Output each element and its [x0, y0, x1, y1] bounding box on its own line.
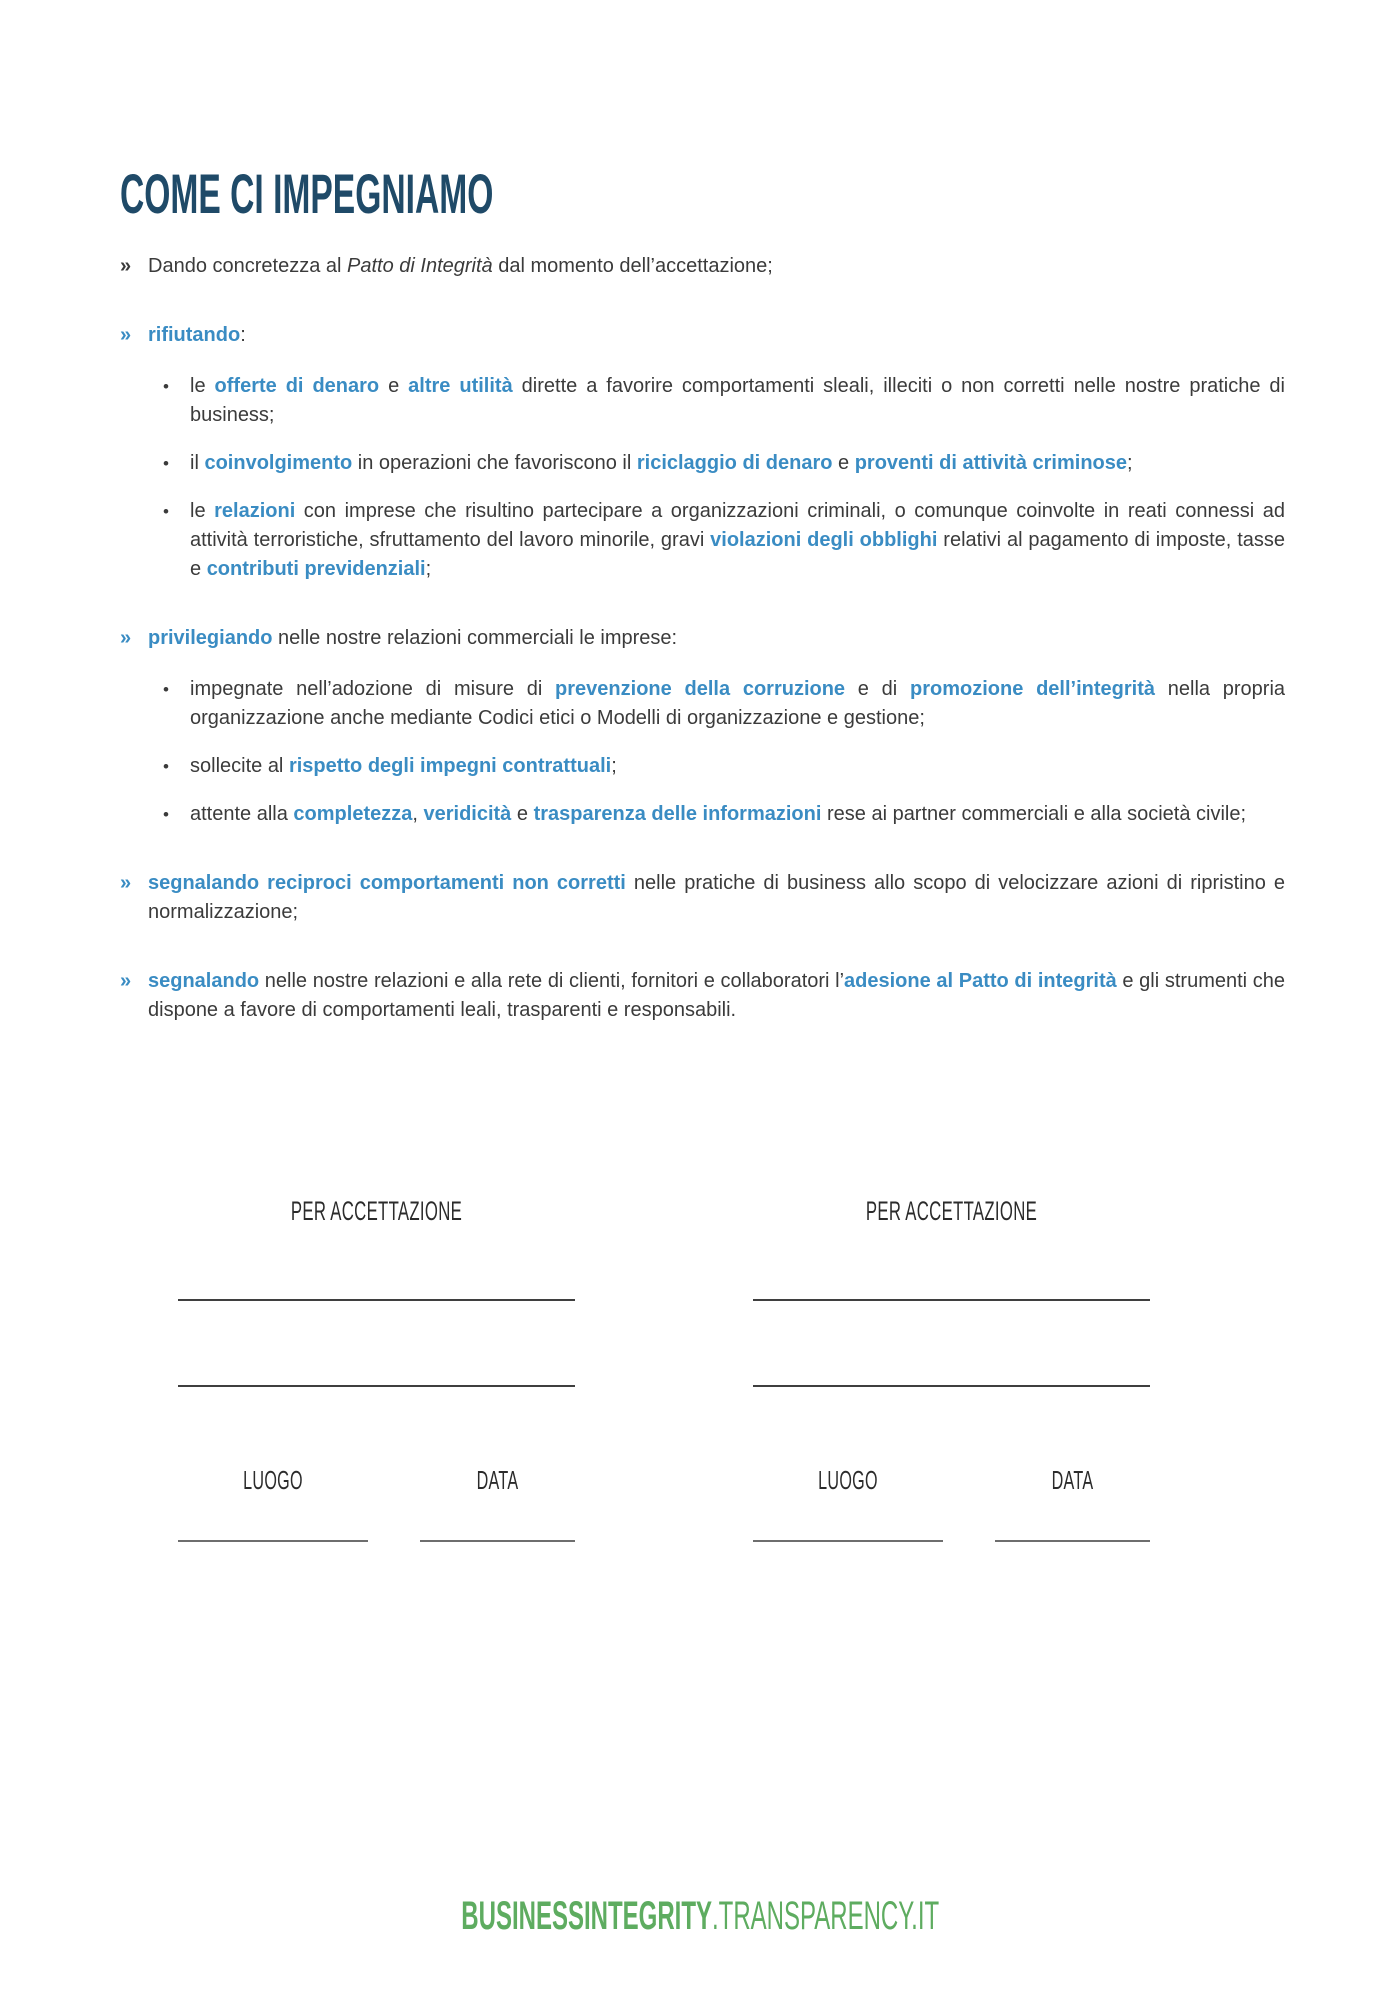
date-line — [420, 1540, 575, 1542]
bullet-marker: • — [163, 377, 169, 396]
bullet-marker: • — [163, 757, 169, 776]
place-label: LUOGO — [243, 1465, 303, 1495]
list-item — [120, 252, 1285, 281]
date-line — [995, 1540, 1150, 1542]
page-title: COME CI IMPEGNIAMO — [120, 162, 494, 225]
bullet-text: segnalando reciproci comportamenti non corretti nelle pratiche di business allo scopo di velocizzare azioni di ripristino e normalizzazione; — [148, 872, 1285, 923]
signature-line — [753, 1385, 1150, 1387]
signature-column-right — [753, 1198, 1150, 1542]
brand-wordmark — [461, 1896, 939, 1936]
bullet-marker: • — [163, 454, 169, 473]
signature-column-left — [178, 1198, 575, 1542]
list-item — [163, 675, 1285, 733]
place-date-row — [753, 1467, 1150, 1542]
bullet-marker: • — [163, 680, 169, 699]
list-item — [120, 869, 1285, 927]
page-footer — [0, 1896, 1400, 1936]
bullet-text: rifiutando: — [148, 324, 246, 346]
place-date-row — [178, 1467, 575, 1542]
bullet-marker: • — [163, 805, 169, 824]
place-field — [178, 1467, 368, 1542]
bullet-marker: » — [120, 255, 132, 277]
place-label: LUOGO — [818, 1465, 878, 1495]
bullet-marker: » — [120, 627, 132, 649]
list-item — [163, 752, 1285, 781]
signature-section — [178, 1198, 1150, 1542]
brand-secondary: .TRANSPARENCY.IT — [711, 1894, 939, 1938]
place-line — [178, 1540, 368, 1542]
bullet-text: attente alla completezza, veridicità e trasparenza delle informazioni rese ai partner commerciali e alla società civile; — [190, 803, 1247, 825]
bullet-text: Dando concretezza al Patto di Integrità dal momento dell’accettazione; — [148, 255, 773, 277]
list-item — [163, 372, 1285, 430]
list-item — [120, 321, 1285, 350]
bullet-marker: » — [120, 324, 132, 346]
bullet-text: le offerte di denaro e altre utilità dirette a favorire comportamenti sleali, illeciti o non corretti nelle nostre pratiche di business; — [190, 375, 1285, 426]
date-label: DATA — [1051, 1465, 1094, 1495]
bullet-marker: » — [120, 872, 132, 894]
bullet-text: impegnate nell’adozione di misure di prevenzione della corruzione e di promozione dell’integrità nella propria organizzazione anche mediante Codici etici o Modelli di organizzazione e gestione; — [190, 678, 1286, 729]
brand-primary: BUSINESSINTEGRITY — [461, 1894, 712, 1938]
list-item — [120, 967, 1285, 1025]
date-field — [420, 1467, 575, 1542]
bullet-text: sollecite al rispetto degli impegni contrattuali; — [190, 755, 617, 777]
commitment-list — [120, 252, 1285, 1025]
bullet-text: privilegiando nelle nostre relazioni commerciali le imprese: — [148, 627, 678, 649]
acceptance-label: PER ACCETTAZIONE — [865, 1196, 1038, 1226]
list-item — [163, 449, 1285, 478]
place-line — [753, 1540, 943, 1542]
bullet-marker: • — [163, 502, 169, 521]
bullet-marker: » — [120, 970, 132, 992]
bullet-text: segnalando nelle nostre relazioni e alla rete di clienti, fornitori e collaboratori l’adesione al Patto di integrità e gli strumenti che dispone a favore di comportamenti leali, trasparenti e responsabili. — [148, 970, 1286, 1021]
signature-line — [178, 1385, 575, 1387]
list-item — [163, 497, 1285, 584]
signature-line — [178, 1299, 575, 1301]
date-label: DATA — [476, 1465, 519, 1495]
acceptance-label: PER ACCETTAZIONE — [290, 1196, 463, 1226]
signature-line — [753, 1299, 1150, 1301]
bullet-text: il coinvolgimento in operazioni che favoriscono il riciclaggio di denaro e proventi di attività criminose; — [190, 452, 1133, 474]
date-field — [995, 1467, 1150, 1542]
list-item — [163, 800, 1285, 829]
bullet-text: le relazioni con imprese che risultino partecipare a organizzazioni criminali, o comunque coinvolte in reati connessi ad attività terroristiche, sfruttamento del lavoro minorile, gravi violazioni degli obblighi relativi al pagamento di imposte, tasse e contributi previdenziali; — [190, 500, 1286, 580]
place-field — [753, 1467, 943, 1542]
list-item — [120, 624, 1285, 653]
